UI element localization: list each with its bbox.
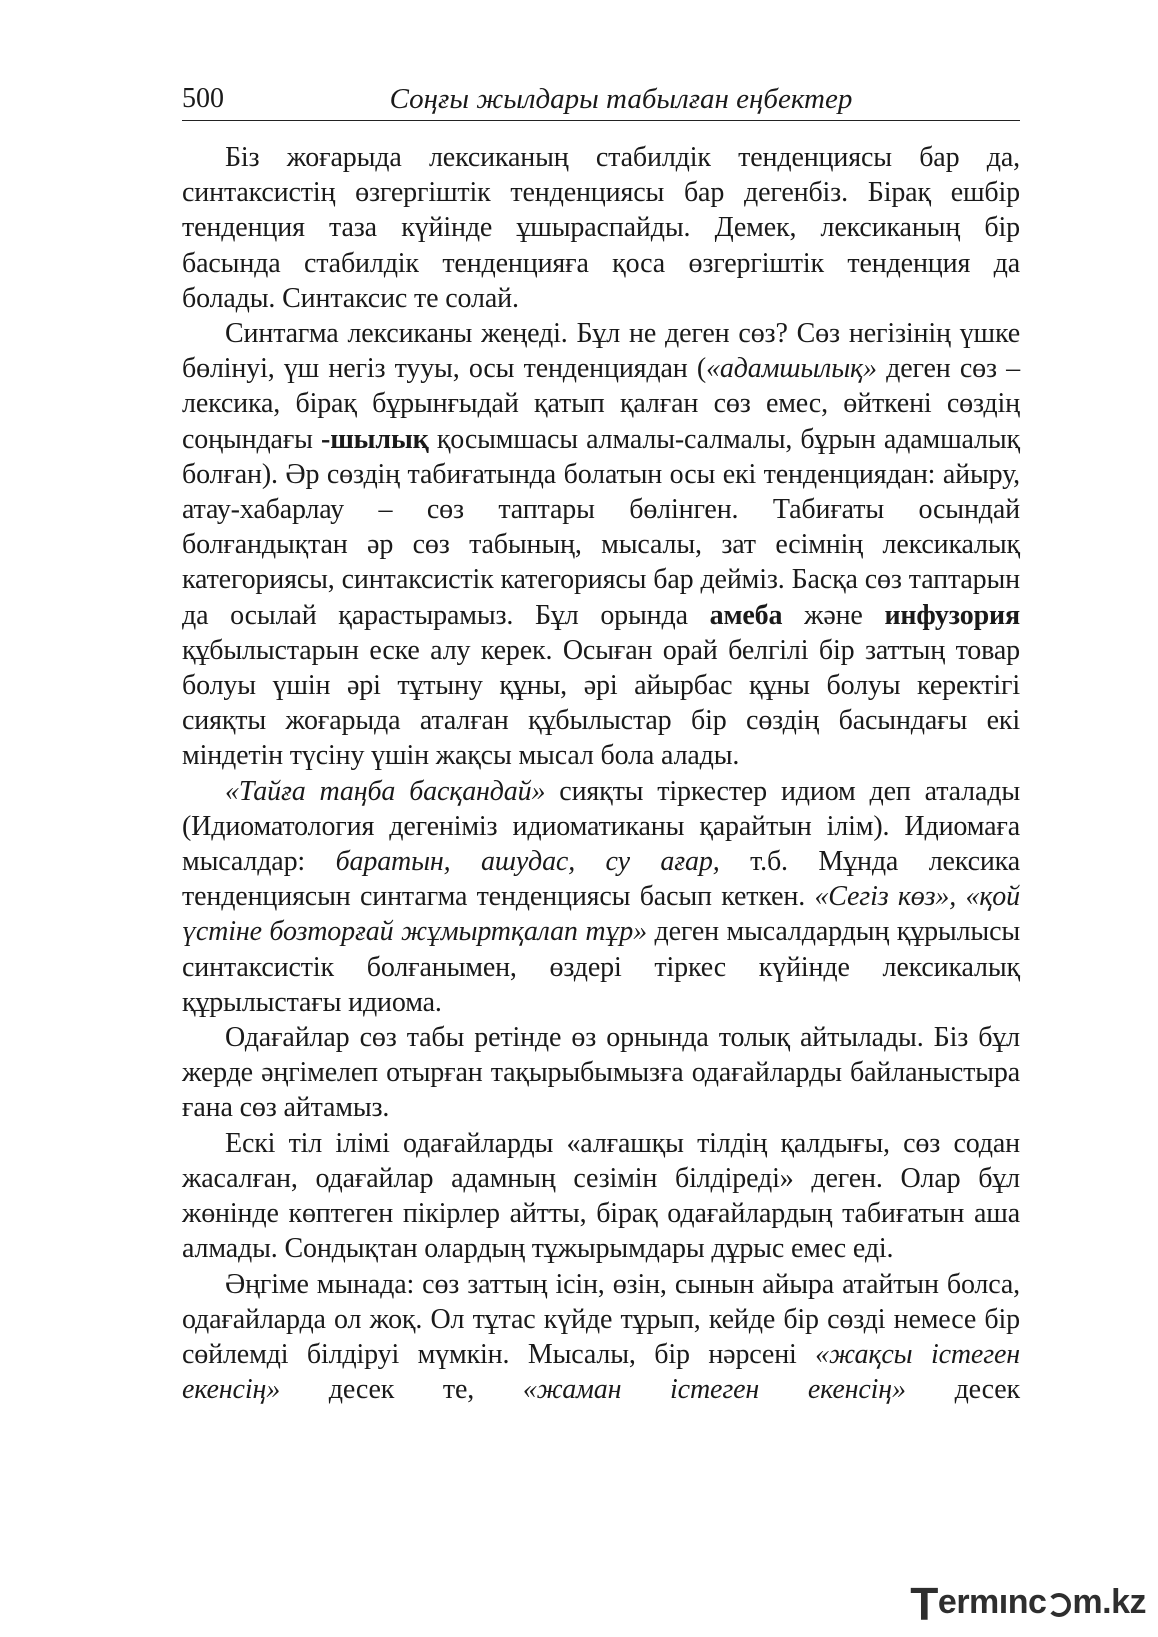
watermark-text: ermınc — [937, 1583, 1047, 1621]
text-run: қосымшасы алмалы-салмалы, бұрын адамшалық болған). Әр сөздің табиғатында болатын осы екі тенденциядан: айыру, атау-хабарлау – сөз таптары бөлінген. Табиғаты осындай болғандықтан әр сөз табының, мысалы, зат есімнің лексикалық категориясы, синтаксистік категориясы бар дейміз. Басқа сөз таптарын да осылай қарастырамыз. Бұл орында — [182, 423, 1020, 631]
italic-term: «жаман істеген екенсің» — [522, 1374, 906, 1406]
watermark-circle-icon — [1047, 1593, 1071, 1617]
italic-term: «Сегіз көз», «қой үстіне бозторғай жұмыртқалап тұр» — [182, 881, 1020, 948]
text-run: деген сөз – лексика, бірақ бұрынғыдай қатып қалған сөз емес, өйткені сөздің соңындағы — [182, 353, 1021, 455]
watermark-letter: T — [910, 1578, 938, 1630]
bold-term: инфузория — [884, 599, 1020, 631]
italic-term: «Тайға таңба басқандай» — [225, 775, 546, 807]
text-run: сияқты тіркестер идиом деп аталады (Идиоматология дегеніміз идиоматиканы қарайтын ілім). Идиомаға мысалдар: — [182, 775, 1021, 878]
text-run: десек те, — [280, 1374, 523, 1406]
page-number: 500 — [182, 83, 224, 114]
text-run: т.б. Мұнда лексика тенденциясын синтагма тенденциясы басып кеткен. — [182, 846, 1020, 913]
paragraph — [182, 1267, 1020, 1408]
text-run: және — [782, 599, 885, 631]
italic-term: «адамшылық» — [706, 353, 877, 385]
italic-term: «жақсы істеген екенсің» — [182, 1338, 1020, 1406]
paragraph — [182, 316, 1020, 774]
text-run: Одағайлар сөз табы ретінде өз орнында толық айтылады. Біз бұл жерде әңгімелеп отырған тақырыбымызға одағайларды байланыстыра ғана сөз айтамыз. — [182, 1022, 1020, 1124]
italic-term: баратын, ашудас, су ағар, — [335, 846, 720, 878]
paragraph — [182, 1126, 1020, 1267]
bold-term: -шылық — [321, 423, 429, 455]
text-run: деген мысалдардың құрылысы синтаксистік болғанымен, өздері тіркес күйінде лексикалық құрылыстағы идиома. — [182, 916, 1021, 1018]
text-run: құбылыстарын еске алу керек. Осыған орай белгілі бір заттың товар болуы үшін әрі тұтыну құны, әрі айырбас құны болуы керектігі сияқты жоғарыда аталған құбылыстар бір сөздің басындағы екі міндетін түсіну үшін жақсы мысал бола алады. — [182, 634, 1020, 772]
text-run: Ескі тіл ілімі одағайларды «алғашқы тілдің қалдығы, сөз содан жасалған, одағайлар адамның сезімін білдіреді» деген. Олар бұл жөнінде көптеген пікірлер айтты, бірақ одағайлардың табиғатын аша алмады. Сондықтан олардың тұжырымдары дұрыс емес еді. — [182, 1127, 1020, 1265]
text-run: Синтагма лексиканы жеңеді. Бұл не деген сөз? Сөз негізінің үшке бөлінуі, үш негіз тууы, осы тенденциядан ( — [182, 318, 1020, 385]
paragraph — [182, 140, 1020, 316]
paragraph — [182, 1020, 1020, 1126]
text-run: десек — [905, 1374, 1020, 1406]
watermark-text: m.kz — [1072, 1583, 1146, 1621]
page-header — [182, 80, 1020, 121]
running-title: Соңғы жылдары табылған еңбектер — [389, 83, 853, 115]
site-watermark — [910, 1578, 1146, 1630]
text-run: Әңгіме мынада: сөз заттың ісін, өзін, сынын айыра атайтын болса, одағайларда ол жоқ. Ол тұтас күйде тұрып, кейде бір сөзді немесе бір сөйлемді білдіруі мүмкін. Мысалы, бір нәрсені — [182, 1268, 1020, 1370]
text-run: Біз жоғарыда лексиканың стабилдік тенденциясы бар да, синтаксистің өзгергіштік тенденциясы бар дегенбіз. Бірақ ешбір тенденция таза күйінде ұшыраспайды. Демек, лексиканың бір басында стабилдік тенденцияға қоса өзгергіштік тенденция да болады. Синтаксис те солай. — [182, 142, 1020, 314]
bold-term: амеба — [709, 599, 783, 631]
body-text — [182, 140, 1020, 1407]
paragraph — [182, 774, 1020, 1020]
